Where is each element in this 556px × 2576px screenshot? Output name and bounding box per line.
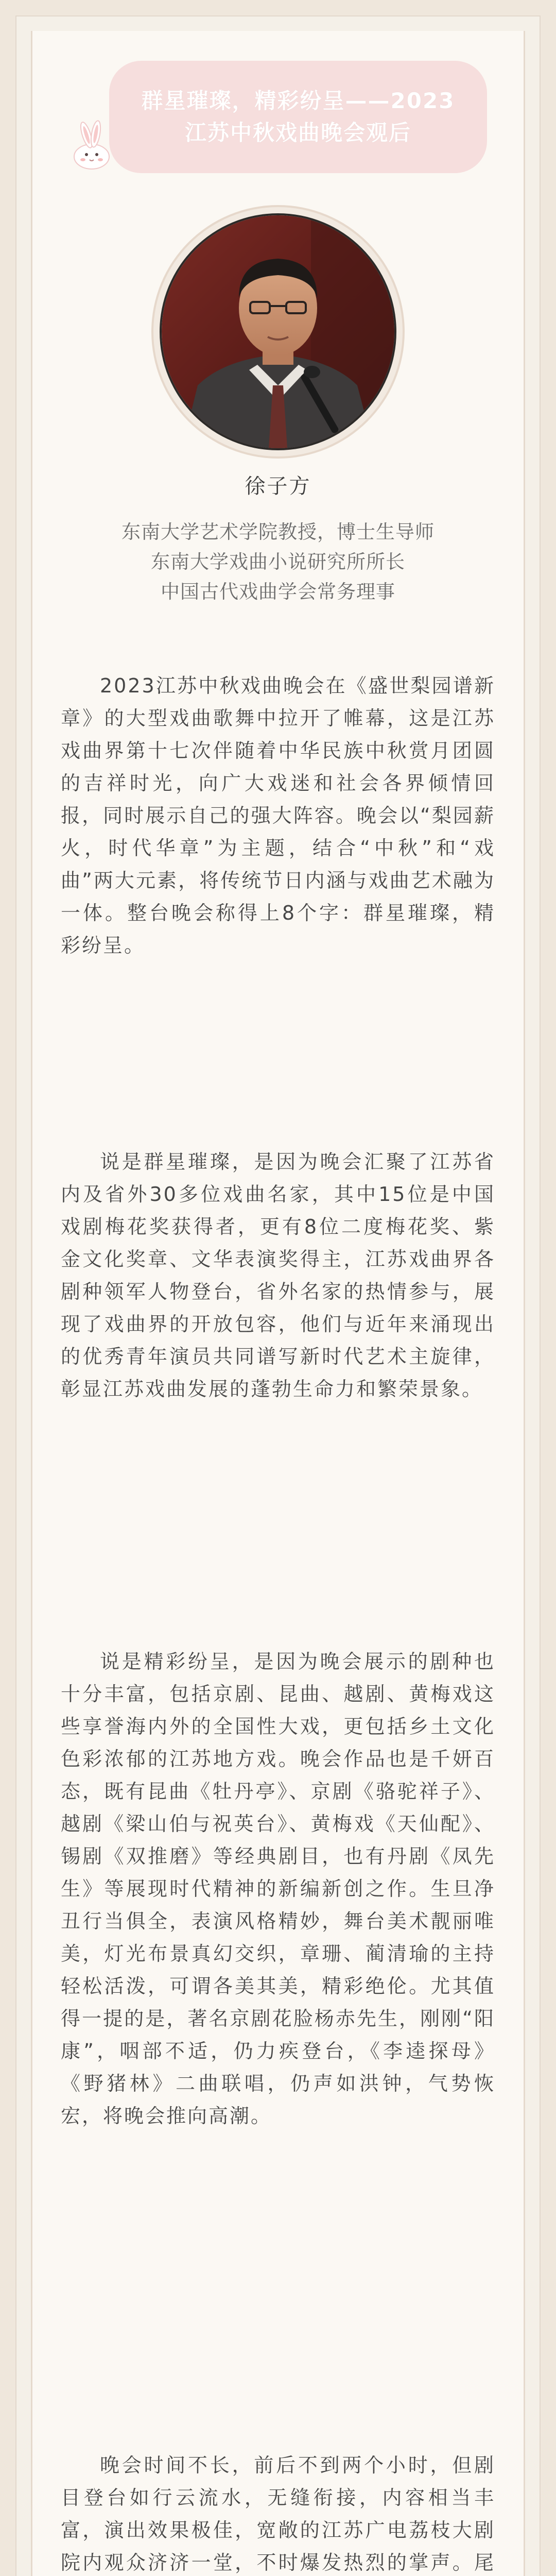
author-name: 徐子方	[245, 474, 311, 498]
author-portrait	[162, 215, 394, 448]
bio-line: 中国古代戏曲学会常务理事	[161, 581, 395, 603]
bio-line: 东南大学艺术学院教授，博士生导师	[121, 521, 435, 543]
article-paragraph: 说是精彩纷呈，是因为晚会展示的剧种也十分丰富，包括京剧、昆曲、越剧、黄梅戏这些享誉海内外的全国性大戏，更包括乡土文化色彩浓郁的江苏地方戏。晚会作品也是千妍百态，既有昆曲《牡丹亭》、京剧《骆驼祥子》、越剧《梁山伯与祝英台》、黄梅戏《天仙配》、锡剧《双推磨》等经典剧目，也有丹剧《凤先生》等展现时代精神的新编新创之作。生旦净丑行当俱全，表演风格精妙，舞台美术靓丽唯美，灯光布景真幻交织，章珊、蔺清瑜的主持轻松活泼，可谓各美其美，精彩绝伦。尤其值得一提的是，著名京剧花脸杨赤先生，刚刚“阳康”，咽部不适，仍力疾登台，《李逵探母》《野猪林》二曲联唱，仍声如洪钟，气势恢宏，将晚会推向高潮。	[61, 1650, 495, 2127]
article-paragraph: 2023江苏中秋戏曲晚会在《盛世梨园谱新章》的大型戏曲歌舞中拉开了帷幕，这是江苏戏曲界第十七次伴随着中华民族中秋赏月团圆的吉祥时光，向广大戏迷和社会各界倾情回报，同时展示自己的强大阵容。晚会以“梨园薪火，时代华章”为主题，结合“中秋”和“戏曲”两大元素，将传统节日内涵与戏曲艺术融为一体。整台晚会称得上8个字：群星璀璨，精彩纷呈。	[61, 674, 495, 957]
bio-line: 东南大学戏曲小说研究所所长	[151, 551, 405, 573]
article-paragraph: 晚会时间不长，前后不到两个小时，但剧目登台如行云流水，无缝衔接，内容相当丰富，演出效果极佳，宽敞的江苏广电荔枝大剧院内观众济济一堂，不时爆发热烈的掌声。尾	[61, 2454, 495, 2574]
title-banner	[109, 61, 487, 173]
article-paragraph: 说是群星璀璨，是因为晚会汇聚了江苏省内及省外30多位戏曲名家，其中15位是中国戏剧梅花奖获得者，更有8位二度梅花奖、紫金文化奖章、文华表演奖得主，江苏戏曲界各剧种领军人物登台，省外名家的热情参与，展现了戏曲界的开放包容，他们与近年来涌现出的优秀青年演员共同谱写新时代艺术主旋律，彰显江苏戏曲发展的蓬勃生命力和繁荣景象。	[61, 1150, 495, 1400]
bunny-icon	[66, 120, 123, 176]
author-bio	[0, 517, 556, 607]
article-title: 群星璀璨，精彩纷呈——2023江苏中秋戏曲晚会观后	[141, 88, 455, 145]
portrait-photo	[162, 215, 394, 448]
